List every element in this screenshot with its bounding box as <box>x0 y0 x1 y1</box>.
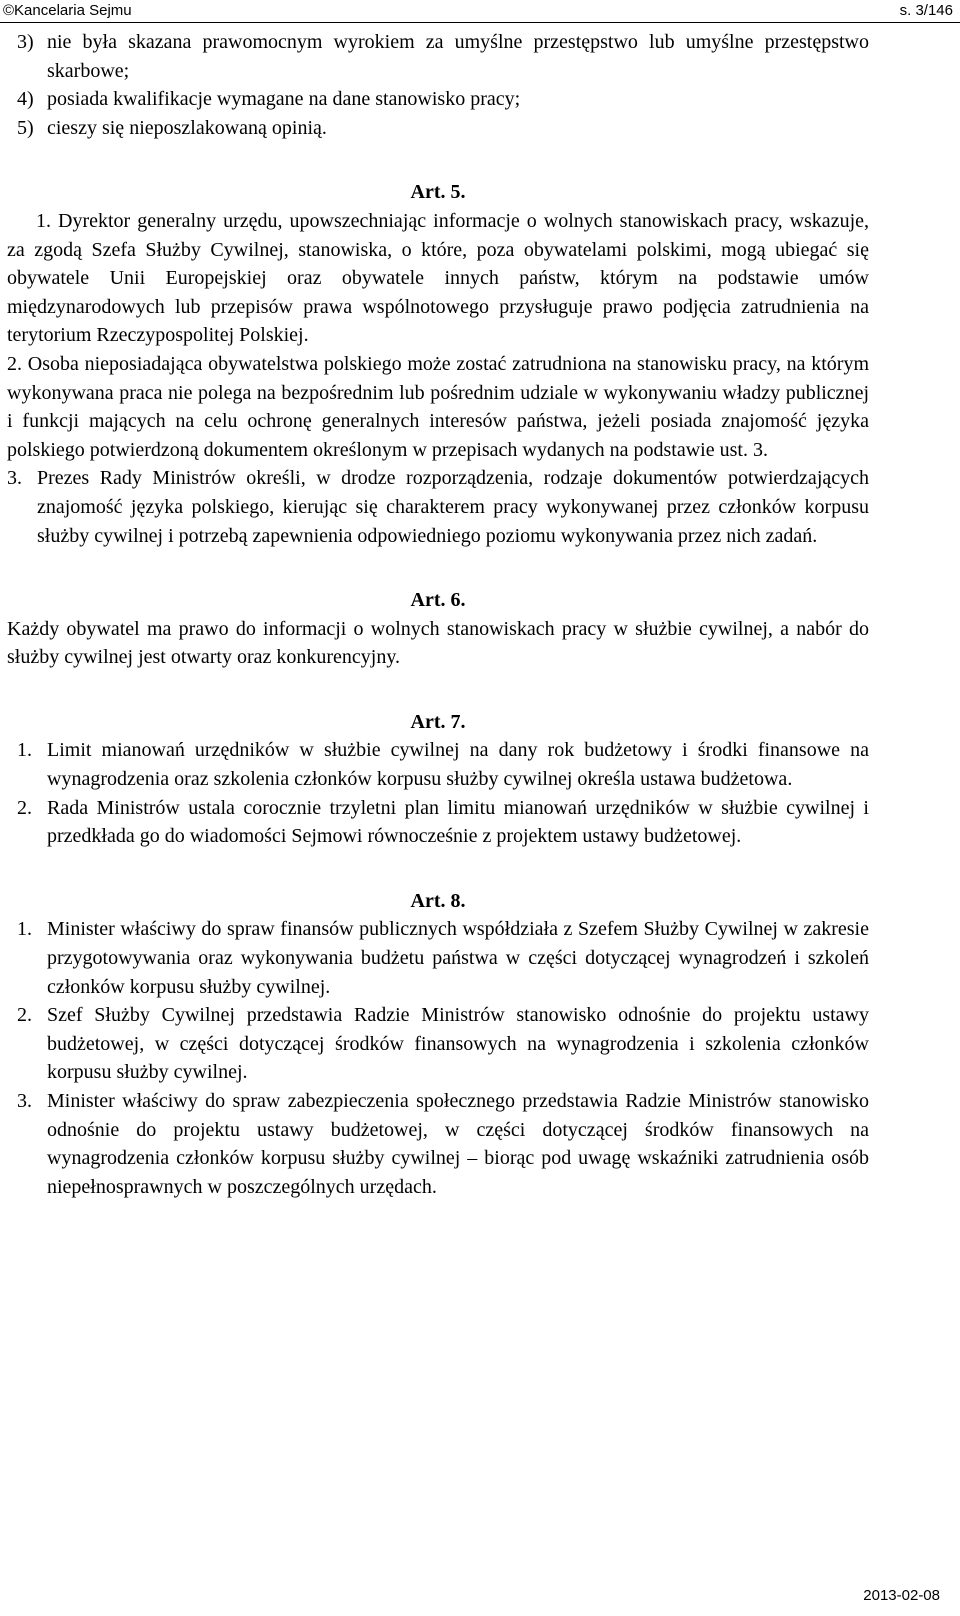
article-title: Art. 8. <box>410 889 466 912</box>
article-5 <box>7 178 869 550</box>
article-title: Art. 6. <box>410 589 466 612</box>
article-paragraph <box>7 915 869 1001</box>
paragraph-number: 3. <box>7 467 22 490</box>
article-paragraph <box>7 794 869 851</box>
article-paragraph <box>7 736 869 793</box>
article-7 <box>7 708 869 851</box>
list-item <box>7 114 869 143</box>
paragraph-text: Dyrektor generalny urzędu, upowszechniając informacje o wolnych stanowiskach pracy, wskazuje, za zgodą Szefa Służby Cywilnej, stanowiska, o które, poza obywatelami polskimi, mogą ubiegać się obywatele Unii Europejskiej oraz obywatele innych państw, którym na podstawie umów międzynarodowych lub przepisów prawa wspólnotowego przysługuje prawo podjęcia zatrudnienia na terytorium Rzeczypospolitej Polskiej. <box>7 209 869 347</box>
paragraph-text: Limit mianowań urzędników w służbie cywilnej na dany rok budżetowy i środki finansowe na wynagrodzenia oraz szkolenia członków korpusu służby cywilnej określa ustawa budżetowa. <box>47 739 869 791</box>
paragraph-text: Osoba nieposiadająca obywatelstwa polskiego może zostać zatrudniona na stanowisku pracy, na którym wykonywana praca nie polega na bezpośrednim lub pośrednim udziale w wykonywaniu władzy publicznej i funkcji mających na celu ochronę generalnych interesów państwa, jeżeli posiada znajomość języka polskiego potwierdzoną dokumentem określonym w przepisach wydanych na podstawie ust. 3. <box>7 352 870 461</box>
article-6 <box>7 586 869 672</box>
item-number: 3) <box>17 31 34 53</box>
paragraph-number: 3. <box>17 1090 32 1112</box>
article-paragraph <box>7 350 869 464</box>
paragraph-number: 2. <box>17 1004 32 1027</box>
paragraph-text: Rada Ministrów ustala corocznie trzyletni plan limitu mianowań urzędników w służbie cywilnej i przedkłada go do wiadomości Sejmowi równocześnie z projektem ustawy budżetowej. <box>47 796 869 848</box>
article-title: Art. 5. <box>410 181 466 204</box>
article-paragraph <box>7 207 869 350</box>
article-8 <box>7 887 869 1202</box>
document-body <box>7 28 869 1201</box>
header-rule <box>0 22 960 23</box>
item-number: 4) <box>17 88 34 111</box>
article-paragraph <box>7 1087 869 1201</box>
item-text: posiada kwalifikacje wymagane na dane stanowisko pracy; <box>47 88 521 111</box>
list-item <box>7 85 869 114</box>
paragraph-text: Prezes Rady Ministrów określi, w drodze rozporządzenia, rodzaje dokumentów potwierdzających znajomość języka polskiego, kierując się charakterem pracy wykonywanej przez członków korpusu służby cywilnej i potrzebą zapewnienia odpowiedniego poziomu wykonywania przez nich zadań. <box>37 467 869 547</box>
item-number: 5) <box>17 116 34 139</box>
paragraph-text: Minister właściwy do spraw zabezpieczenia społecznego przedstawia Radzie Ministrów stanowisko odnośnie do projektu ustawy budżetowej, w części dotyczącej środków finansowych na wynagrodzenia członków korpusu służby cywilnej – biorąc pod uwagę wskaźniki zatrudnienia osób niepełnosprawnych w poszczególnych urzędach. <box>47 1090 869 1198</box>
paragraph-number: 1. <box>17 918 32 941</box>
paragraph-number: 1. <box>36 209 51 232</box>
paragraph-number: 2. <box>17 796 32 819</box>
paragraph-text: Szef Służby Cywilnej przedstawia Radzie Ministrów stanowisko odnośnie do projektu ustawy budżetowej, w części dotyczącej środków finansowych na wynagrodzenia i szkolenia członków korpusu służby cywilnej. <box>47 1004 869 1084</box>
article-title: Art. 7. <box>410 710 466 733</box>
paragraph-number: 1. <box>17 739 32 762</box>
item-text: cieszy się nieposzlakowaną opinią. <box>47 116 327 139</box>
article-paragraph <box>7 1001 869 1087</box>
item-text: nie była skazana prawomocnym wyrokiem za umyślne przestępstwo lub umyślne przestępstwo skarbowe; <box>47 31 869 82</box>
intro-items <box>7 28 869 142</box>
paragraph-number: 2. <box>7 352 22 375</box>
copyright-notice: ©Kancelaria Sejmu <box>3 2 132 19</box>
list-item <box>7 28 869 85</box>
paragraph-text: Minister właściwy do spraw finansów publicznych współdziała z Szefem Służby Cywilnej w zakresie przygotowywania oraz wykonywania budżetu państwa w części dotyczącej wynagrodzeń i szkoleń członków korpusu służby cywilnej. <box>47 918 869 998</box>
article-paragraph <box>7 464 869 550</box>
article-paragraph: Każdy obywatel ma prawo do informacji o wolnych stanowiskach pracy w służbie cywilnej, a nabór do służby cywilnej jest otwarty oraz konkurencyjny. <box>7 617 869 669</box>
page-header <box>0 0 960 26</box>
footer-date: 2013-02-08 <box>863 1587 940 1604</box>
page-number: s. 3/146 <box>899 2 953 19</box>
